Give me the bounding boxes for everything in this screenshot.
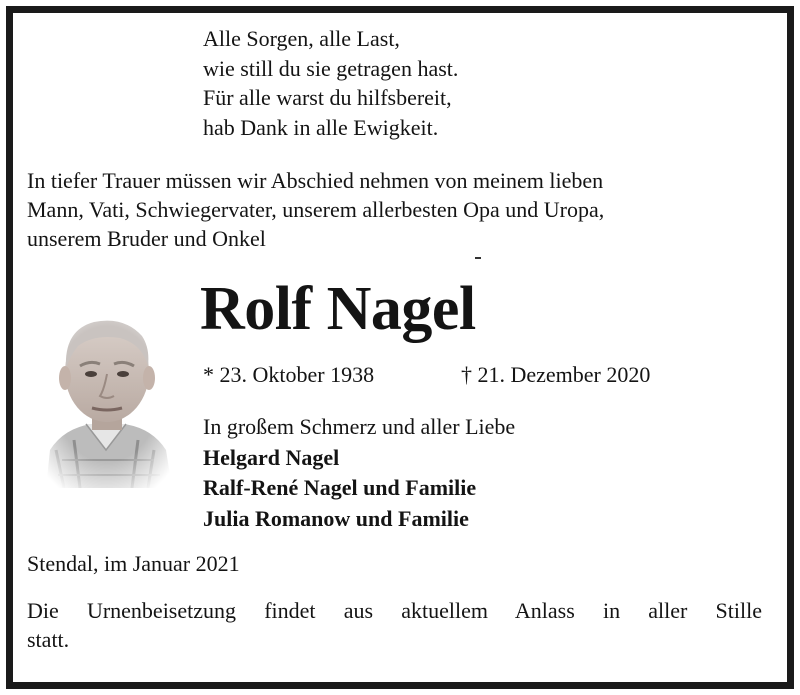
portrait-photo bbox=[34, 300, 180, 488]
poem-line: Alle Sorgen, alle Last, bbox=[203, 26, 400, 51]
poem-line: hab Dank in alle Ewigkeit. bbox=[203, 114, 439, 140]
notice-line: statt. bbox=[27, 627, 70, 652]
intro-line: In tiefer Trauer müssen wir Abschied nehmen von meinem lieben bbox=[27, 168, 604, 193]
death-date: † 21. Dezember 2020 bbox=[461, 362, 651, 387]
intro-line: unserem Bruder und Onkel bbox=[27, 226, 266, 251]
intro-text bbox=[27, 166, 763, 253]
mourners-intro: In großem Schmerz und aller Liebe bbox=[203, 414, 516, 439]
mourners-block bbox=[203, 412, 515, 534]
deceased-name: Rolf Nagel bbox=[200, 275, 476, 343]
poem-line: wie still du sie getragen hast. bbox=[203, 55, 459, 81]
mourner-name: Julia Romanow und Familie bbox=[203, 505, 469, 531]
poem-line: Für alle warst du hilfsbereit, bbox=[203, 85, 452, 110]
mourner-name: Helgard Nagel bbox=[203, 444, 340, 470]
mourner-name: Ralf-René Nagel und Familie bbox=[203, 475, 477, 500]
poem bbox=[203, 24, 458, 142]
divider-mark bbox=[475, 257, 481, 259]
notice-line: Die Urnenbeisetzung findet aus aktuellem Anlass in aller Stille bbox=[27, 598, 762, 623]
birth-date: * 23. Oktober 1938 bbox=[203, 362, 375, 387]
intro-line: Mann, Vati, Schwiegervater, unserem allerbesten Opa und Uropa, bbox=[27, 197, 605, 222]
burial-notice bbox=[27, 596, 762, 654]
place-date: Stendal, im Januar 2021 bbox=[27, 551, 240, 576]
